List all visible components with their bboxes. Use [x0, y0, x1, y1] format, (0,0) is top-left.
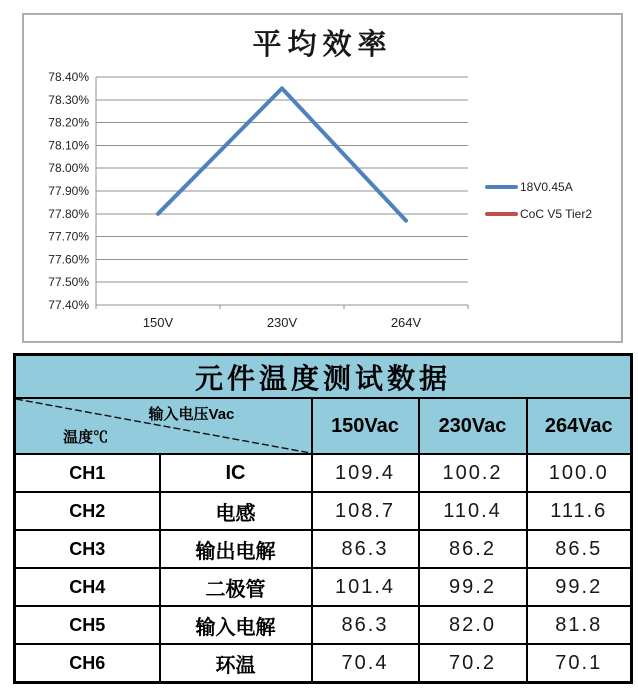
y-axis-tick-label: 78.20% — [48, 115, 89, 130]
table-row-ch6 — [15, 644, 632, 683]
component-cell: 环温 — [160, 644, 312, 683]
table-title-row — [15, 355, 632, 399]
value-cell: 109.4 — [312, 454, 419, 492]
value-cell: 81.8 — [527, 606, 632, 644]
corner-label-temperature: 温度℃ — [63, 429, 109, 446]
x-axis-tick-label: 230V — [266, 315, 298, 330]
value-cell: 70.1 — [527, 644, 632, 683]
value-cell: 101.4 — [312, 568, 419, 606]
value-cell: 110.4 — [419, 492, 527, 530]
component-cell: IC — [160, 454, 312, 492]
legend-label: 18V0.45A — [520, 179, 573, 194]
series-line — [158, 88, 406, 220]
value-cell: 111.6 — [527, 492, 632, 530]
y-axis-tick-label: 77.60% — [48, 252, 89, 267]
component-cell: 输入电解 — [160, 606, 312, 644]
legend-swatch — [485, 212, 518, 216]
column-header-150vac: 150Vac — [312, 398, 419, 454]
chart-legend — [485, 176, 592, 224]
component-cell: 电感 — [160, 492, 312, 530]
value-cell: 70.4 — [312, 644, 419, 683]
value-cell: 99.2 — [419, 568, 527, 606]
table-row-ch5 — [15, 606, 632, 644]
y-axis-tick-label: 78.40% — [48, 70, 89, 84]
value-cell: 100.2 — [419, 454, 527, 492]
value-cell: 99.2 — [527, 568, 632, 606]
table-title: 元件温度测试数据 — [15, 355, 632, 399]
corner-label-input-voltage: 输入电压Vac — [148, 406, 235, 423]
channel-cell: CH1 — [15, 454, 160, 492]
table-row-ch4 — [15, 568, 632, 606]
column-header-264vac: 264Vac — [527, 398, 632, 454]
legend-swatch — [485, 185, 518, 189]
value-cell: 86.3 — [312, 606, 419, 644]
value-cell: 108.7 — [312, 492, 419, 530]
channel-cell: CH2 — [15, 492, 160, 530]
channel-cell: CH3 — [15, 530, 160, 568]
table-row-ch1 — [15, 454, 632, 492]
y-axis-tick-label: 78.10% — [48, 138, 89, 153]
column-header-230vac: 230Vac — [419, 398, 527, 454]
value-cell: 86.5 — [527, 530, 632, 568]
chart-title: 平均效率 — [252, 27, 393, 61]
y-axis-tick-label: 77.50% — [48, 275, 89, 290]
legend-item — [485, 176, 592, 197]
y-axis-tick-label: 78.30% — [48, 92, 89, 107]
y-axis-tick-label: 77.80% — [48, 206, 89, 221]
channel-cell: CH5 — [15, 606, 160, 644]
y-axis-tick-label: 77.70% — [48, 229, 89, 244]
component-cell: 二极管 — [160, 568, 312, 606]
value-cell: 70.2 — [419, 644, 527, 683]
legend-label: CoC V5 Tier2 — [520, 206, 593, 221]
y-axis-tick-label: 77.90% — [48, 184, 89, 198]
efficiency-chart-panel — [22, 13, 623, 343]
component-cell: 输出电解 — [160, 530, 312, 568]
x-axis-tick-label: 264V — [390, 315, 422, 330]
table-row-ch2 — [15, 492, 632, 530]
table-row-ch3 — [15, 530, 632, 568]
x-axis-tick-label: 150V — [142, 315, 174, 330]
channel-cell: CH6 — [15, 644, 160, 683]
table-header-row — [15, 398, 632, 454]
value-cell: 100.0 — [527, 454, 632, 492]
value-cell: 86.3 — [312, 530, 419, 568]
channel-cell: CH4 — [15, 568, 160, 606]
y-axis-tick-label: 78.00% — [48, 161, 89, 176]
table-corner-cell — [15, 398, 312, 454]
value-cell: 82.0 — [419, 606, 527, 644]
legend-item — [485, 203, 592, 224]
value-cell: 86.2 — [419, 530, 527, 568]
temperature-table — [13, 353, 633, 684]
y-axis-tick-label: 77.40% — [48, 298, 89, 312]
